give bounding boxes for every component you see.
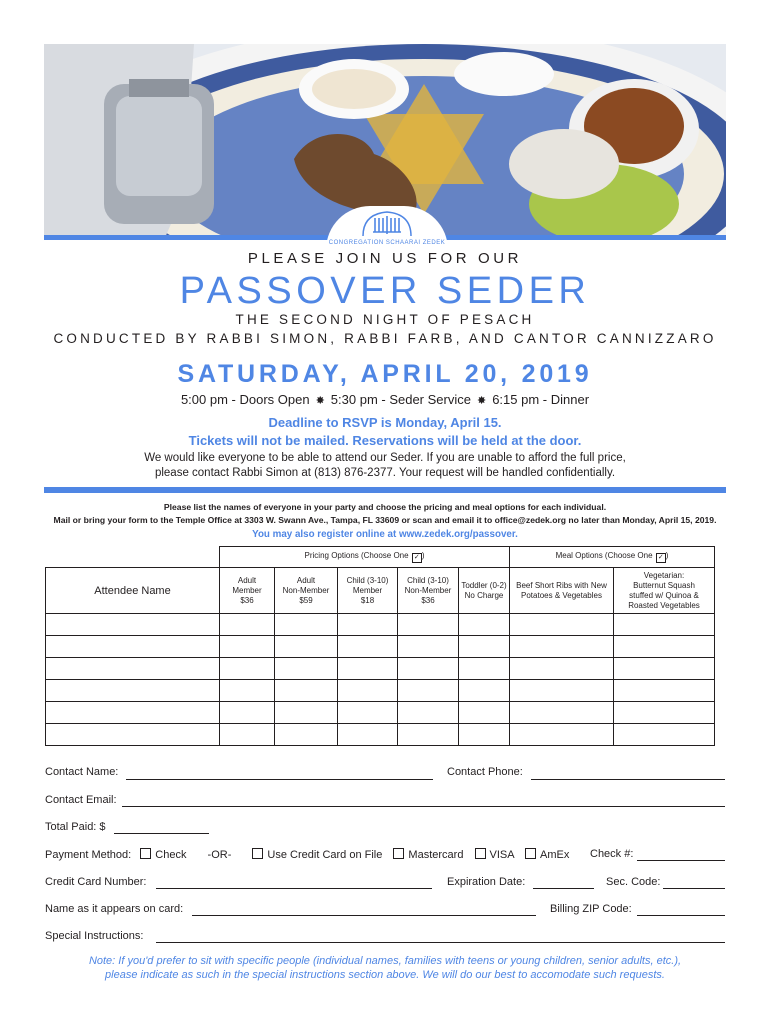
conducted-by: CONDUCTED BY RABBI SIMON, RABBI FARB, AND CANTOR CANNIZZARO: [53, 331, 717, 346]
mastercard-checkbox[interactable]: [393, 848, 404, 859]
total-paid-field[interactable]: [114, 833, 209, 834]
amex-label: AmEx: [540, 849, 570, 861]
table-row[interactable]: [46, 658, 715, 680]
contact-name-field[interactable]: [126, 779, 433, 780]
seating-note-line1: Note: If you'd prefer to sit with specific people (individual names, families with teens or young children, senior adults, etc.),: [88, 955, 682, 967]
col-child-nonmember: Child (3-10) Non-Member $36: [398, 568, 459, 614]
payment-method-label: Payment Method:: [45, 849, 132, 861]
check-label: Check: [155, 849, 187, 861]
special-instructions-field[interactable]: [156, 942, 725, 943]
credit-on-file-checkbox[interactable]: [252, 848, 263, 859]
star-icon: ✸: [476, 395, 487, 407]
card-number-field[interactable]: [156, 888, 432, 889]
tickets-notice: Tickets will not be mailed. Reservations will be held at the door.: [188, 433, 582, 448]
pricing-options-header: Pricing Options (Choose One ✓ ): [220, 547, 510, 568]
billing-zip-field[interactable]: [637, 915, 725, 916]
col-vegetarian: Vegetarian: Butternut Squash stuffed w/ Quinoa & Roasted Vegetables: [614, 568, 715, 614]
col-child-member: Child (3-10) Member $18: [338, 568, 398, 614]
table-row[interactable]: [46, 636, 715, 658]
contact-email-field[interactable]: [122, 806, 725, 807]
schedule: [0, 392, 770, 407]
contact-email-label: Contact Email:: [45, 794, 117, 806]
time-dinner: 6:15 pm - Dinner: [492, 392, 590, 407]
total-paid-label: Total Paid: $: [45, 821, 106, 833]
logo-text: CONGREGATION SCHAARAI ZEDEK: [328, 240, 446, 246]
contact-name-label: Contact Name:: [45, 766, 119, 778]
visa-label: VISA: [489, 849, 514, 861]
col-beef-short-ribs: Beef Short Ribs with New Potatoes & Vegetables: [510, 568, 614, 614]
seating-note-line2: please indicate as such in the special instructions section above. We will do our best to accomodate such requests.: [105, 969, 665, 981]
expiration-label: Expiration Date:: [447, 876, 526, 888]
star-icon: ✸: [315, 395, 325, 407]
meal-options-header: Meal Options (Choose One ✓ ): [510, 547, 715, 568]
billing-zip-label: Billing ZIP Code:: [550, 903, 632, 915]
name-on-card-field[interactable]: [192, 915, 536, 916]
or-label: -OR-: [207, 849, 232, 861]
checkmark-icon: ✓: [656, 553, 666, 563]
credit-on-file-label: Use Credit Card on File: [267, 849, 383, 861]
afford-notice-line1: We would like everyone to be able to attend our Seder. If you are unable to afford the full price,: [144, 452, 626, 464]
expiration-field[interactable]: [533, 888, 594, 889]
register-online: You may also register online at www.zedek.org/passover.: [252, 529, 518, 540]
sec-code-field[interactable]: [663, 888, 725, 889]
event-date: SATURDAY, APRIL 20, 2019: [177, 360, 593, 388]
afford-notice-line2: please contact Rabbi Simon at (813) 876-2377. Your request will be handled confidentially.: [154, 467, 616, 479]
payment-method-row: [45, 848, 569, 861]
visa-checkbox[interactable]: [475, 848, 486, 859]
special-instructions-label: Special Instructions:: [45, 930, 144, 942]
sec-code-label: Sec. Code:: [606, 876, 661, 888]
event-title: PASSOVER SEDER: [179, 270, 591, 312]
subtitle-second-night: THE SECOND NIGHT OF PESACH: [235, 312, 535, 327]
table-row[interactable]: [46, 614, 715, 636]
checkmark-icon: ✓: [412, 553, 422, 563]
check-number-label: Check #:: [590, 848, 634, 860]
time-doors: 5:00 pm - Doors Open: [180, 392, 310, 407]
col-toddler: Toddler (0-2) No Charge: [459, 568, 510, 614]
card-number-label: Credit Card Number:: [45, 876, 147, 888]
instructions-line2: Mail or bring your form to the Temple Office at 3303 W. Swann Ave., Tampa, FL 33609 or scan and email it to office@zedek.org no later than Monday, April 15, 2019.: [53, 515, 717, 525]
table-row[interactable]: [46, 680, 715, 702]
invite-line: PLEASE JOIN US FOR OUR: [247, 250, 523, 267]
check-number-field[interactable]: [637, 860, 725, 861]
table-row[interactable]: [46, 702, 715, 724]
amex-checkbox[interactable]: [525, 848, 536, 859]
table-row[interactable]: [46, 724, 715, 746]
time-seder: 5:30 pm - Seder Service: [330, 392, 471, 407]
col-adult-nonmember: Adult Non-Member $59: [275, 568, 338, 614]
mastercard-label: Mastercard: [408, 849, 464, 861]
contact-phone-field[interactable]: [531, 779, 725, 780]
section-rule: [44, 487, 726, 493]
name-on-card-label: Name as it appears on card:: [45, 903, 184, 915]
check-checkbox[interactable]: [140, 848, 151, 859]
attendee-table: [45, 546, 715, 746]
col-adult-member: Adult Member $36: [220, 568, 275, 614]
rsvp-deadline: Deadline to RSVP is Monday, April 15.: [268, 415, 502, 430]
contact-phone-label: Contact Phone:: [447, 766, 523, 778]
attendee-name-header: Attendee Name: [46, 568, 220, 614]
instructions-line1: Please list the names of everyone in your party and choose the pricing and meal options for each individual.: [163, 502, 607, 512]
